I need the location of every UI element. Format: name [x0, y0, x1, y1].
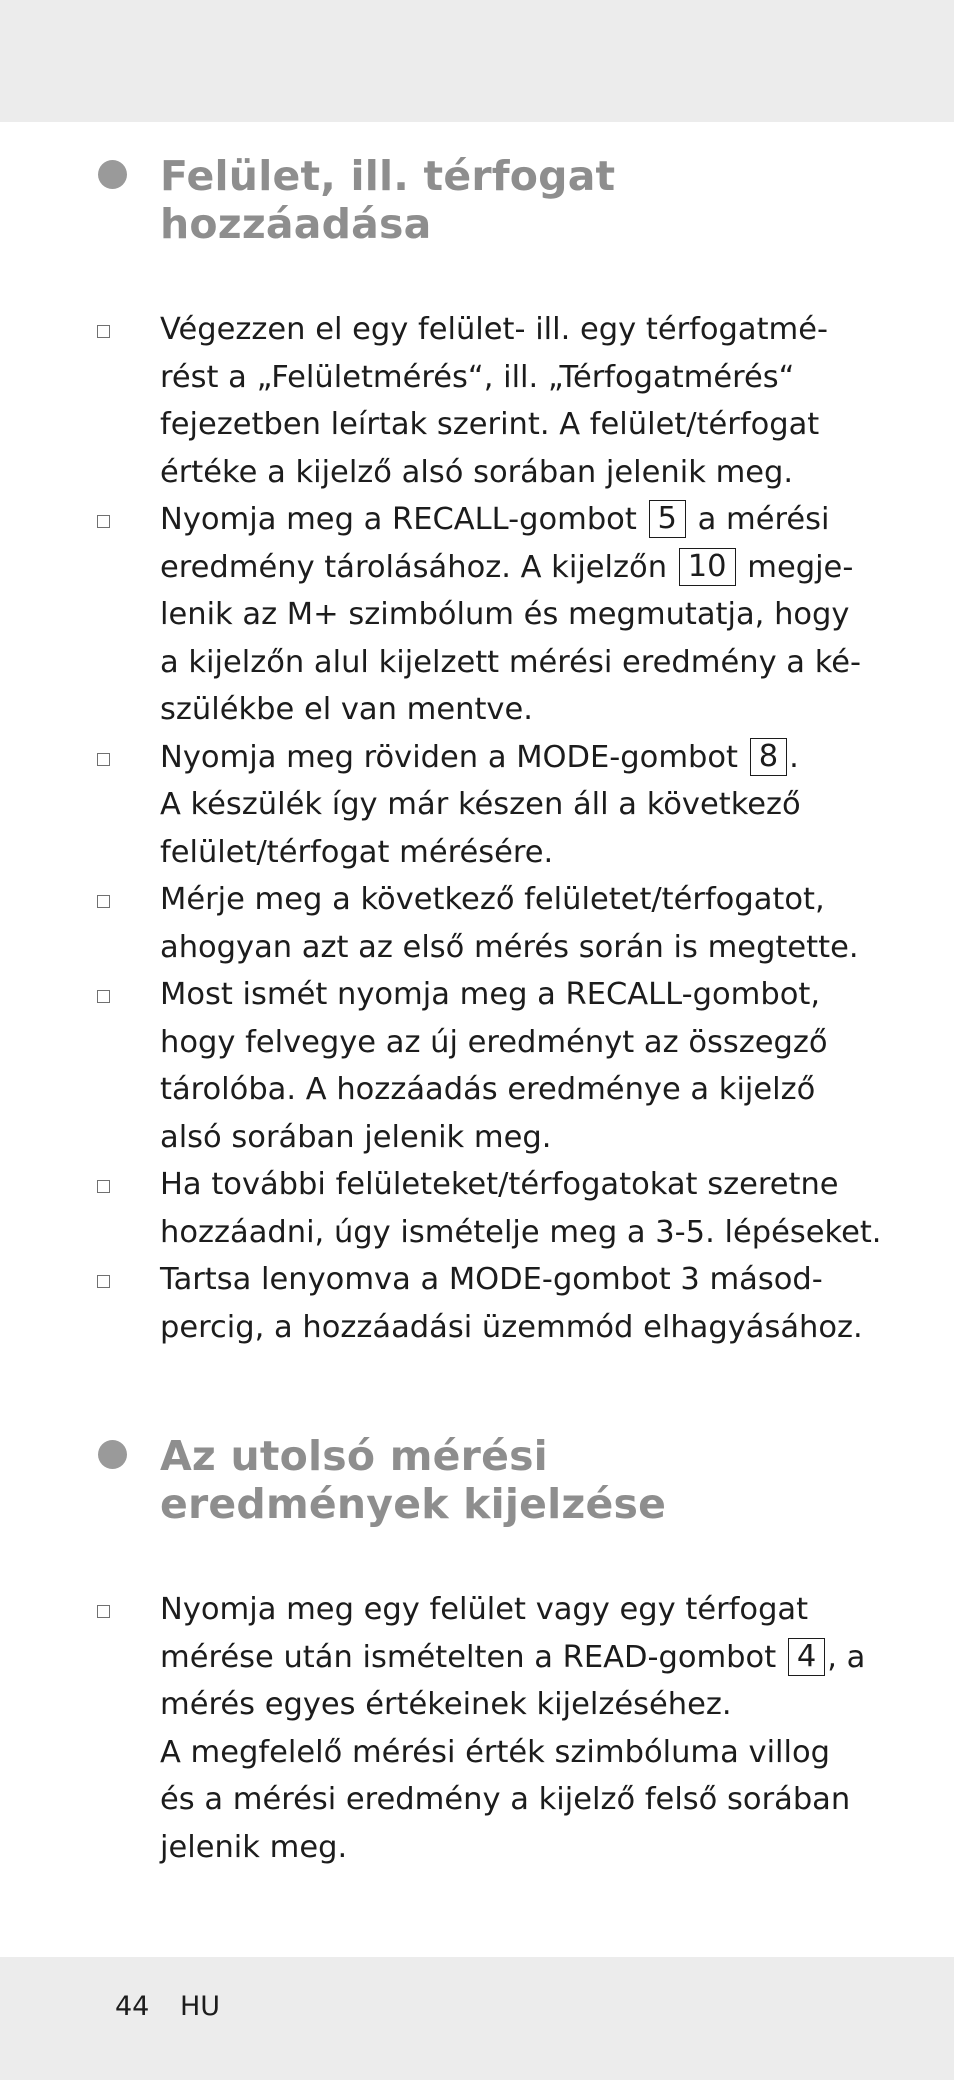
step-text-line — [160, 686, 954, 734]
step-text: Most ismét nyomja meg a RECALL-gombot, — [160, 977, 821, 1012]
part-reference-number: 4 — [788, 1638, 825, 1676]
step-text: hogy felvegye az új eredményt az összegző — [160, 1024, 828, 1060]
checkbox-icon — [97, 515, 110, 528]
step-text-line — [160, 639, 954, 687]
step-text: jelenik meg. — [160, 1829, 348, 1865]
step-text: A megfelelő mérési érték szimbóluma villog — [160, 1734, 831, 1770]
part-reference-number: 8 — [750, 738, 787, 776]
checkbox-icon — [97, 895, 110, 908]
heading-bullet-icon — [98, 1440, 127, 1469]
step-text-line — [160, 1256, 954, 1304]
step-item — [0, 1256, 954, 1351]
step-text-line — [160, 781, 954, 829]
step-text: . — [789, 739, 799, 775]
step-text-line — [160, 1161, 954, 1209]
section-heading — [0, 152, 860, 248]
step-text-line — [160, 401, 954, 449]
step-text-line — [160, 1019, 954, 1067]
section-show-last-results — [0, 1432, 954, 1871]
step-text: és a mérési eredmény a kijelző felső sorában — [160, 1782, 851, 1817]
step-text: szülékbe el van mentve. — [160, 692, 533, 727]
step-text-line — [160, 829, 954, 877]
step-text: lenik az M+ szimbólum és megmutatja, hogy — [160, 597, 850, 632]
step-text-line — [160, 1824, 954, 1872]
checkbox-icon — [97, 1275, 110, 1288]
checkbox-icon — [97, 325, 110, 338]
checkbox-icon — [97, 990, 110, 1003]
step-text: megje- — [737, 549, 854, 585]
step-text: Nyomja meg röviden a MODE-gombot — [160, 739, 748, 775]
step-text: ahogyan azt az első mérés során is megtette. — [160, 929, 859, 965]
step-text: percig, a hozzáadási üzemmód elhagyásához. — [160, 1309, 863, 1345]
step-item — [0, 734, 954, 877]
language-code: HU — [180, 1991, 221, 2022]
step-text-line — [160, 496, 954, 544]
step-text-line — [160, 544, 954, 592]
step-list — [0, 306, 954, 1351]
step-text: alsó sorában jelenik meg. — [160, 1119, 552, 1155]
step-text-line — [160, 354, 954, 402]
step-text: , a — [827, 1639, 866, 1675]
step-text: értéke a kijelző alsó sorában jelenik meg. — [160, 454, 794, 490]
step-item — [0, 1161, 954, 1256]
section-heading — [0, 1432, 860, 1528]
step-item — [0, 876, 954, 971]
step-list — [0, 1586, 954, 1871]
step-text-line — [160, 449, 954, 497]
step-text: rést a „Felületmérés“, ill. „Térfogatmérés“ — [160, 359, 795, 395]
step-text-line — [160, 971, 954, 1019]
checkbox-icon — [97, 1180, 110, 1193]
step-text: eredmény tárolásához. A kijelzőn — [160, 549, 677, 585]
step-text: mérése után ismételten a READ-gombot — [160, 1639, 786, 1675]
step-item — [0, 971, 954, 1161]
step-text: tárolóba. A hozzáadás eredménye a kijelző — [160, 1072, 816, 1107]
step-text: fejezetben leírtak szerint. A felület/térfogat — [160, 407, 820, 442]
step-text: a kijelzőn alul kijelzett mérési eredmény a ké- — [160, 644, 862, 680]
heading-line: Az utolsó mérési — [160, 1432, 548, 1480]
step-text-line — [160, 734, 954, 782]
page-number: 44 — [115, 1991, 150, 2022]
step-item — [0, 1586, 954, 1871]
step-text: felület/térfogat mérésére. — [160, 834, 554, 870]
step-item — [0, 306, 954, 496]
checkbox-icon — [97, 1605, 110, 1618]
step-text-line — [160, 306, 954, 354]
step-text: A készülék így már készen áll a következő — [160, 787, 801, 822]
heading-bullet-icon — [98, 160, 127, 189]
step-item — [0, 496, 954, 734]
step-text-line — [160, 1586, 954, 1634]
step-text: Nyomja meg egy felület vagy egy térfogat — [160, 1592, 809, 1627]
part-reference-number: 10 — [679, 548, 736, 586]
section-add-area-volume — [0, 152, 954, 1351]
step-text-line — [160, 1681, 954, 1729]
step-text-line — [160, 876, 954, 924]
step-text-line — [160, 1729, 954, 1777]
step-text-line — [160, 1304, 954, 1352]
step-text-line — [160, 1209, 954, 1257]
step-text: Mérje meg a következő felületet/térfogatot, — [160, 882, 825, 917]
step-text-line — [160, 1634, 954, 1682]
step-text: hozzáadni, úgy ismételje meg a 3-5. lépéseket. — [160, 1214, 882, 1250]
top-margin-band — [0, 0, 954, 122]
step-text: mérés egyes értékeinek kijelzéséhez. — [160, 1687, 732, 1722]
step-text-line — [160, 924, 954, 972]
step-text: a mérési — [687, 502, 830, 537]
step-text-line — [160, 591, 954, 639]
part-reference-number: 5 — [649, 500, 686, 538]
step-text-line — [160, 1776, 954, 1824]
step-text: Nyomja meg a RECALL-gombot — [160, 502, 647, 537]
step-text-line — [160, 1114, 954, 1162]
step-text: Végezzen el egy felület- ill. egy térfogatmé- — [160, 312, 829, 347]
step-text: Ha további felületeket/térfogatokat szeretne — [160, 1167, 839, 1202]
checkbox-icon — [97, 753, 110, 766]
heading-line: Felület, ill. térfogat — [160, 152, 616, 200]
heading-line: eredmények kijelzése — [160, 1480, 667, 1528]
step-text: Tartsa lenyomva a MODE-gombot 3 másod- — [160, 1262, 823, 1297]
heading-line: hozzáadása — [160, 200, 432, 248]
step-text-line — [160, 1066, 954, 1114]
